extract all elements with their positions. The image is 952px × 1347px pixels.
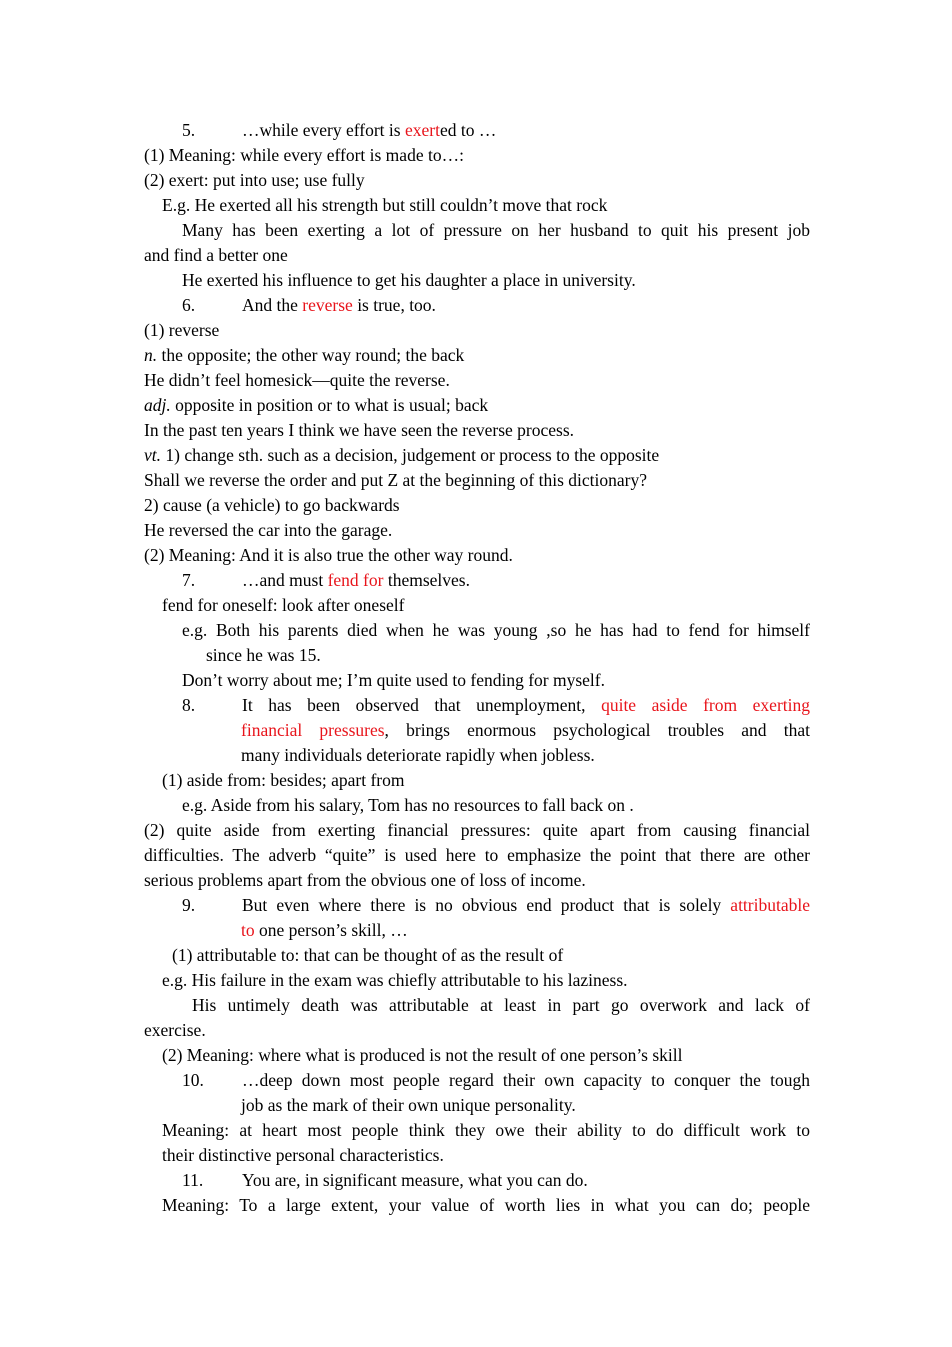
paragraph-line: serious problems apart from the obvious one of loss of income. (144, 870, 586, 890)
text: 1) change sth. such as a decision, judgement or process to the opposite (161, 445, 660, 465)
item-number: 6. (182, 295, 196, 315)
item-5 (144, 118, 810, 143)
item-number: 10. (182, 1070, 204, 1090)
paragraph-line: fend for oneself: look after oneself (162, 595, 405, 615)
example-line: since he was 15. (206, 645, 321, 665)
part-of-speech: n. (144, 345, 158, 365)
item-8-continued (144, 718, 810, 743)
highlight: exert (404, 120, 440, 140)
highlight: quite aside from exerting (601, 695, 811, 715)
definition-line (144, 343, 810, 368)
paragraph-line: (1) attributable to: that can be thought of as the result of (172, 945, 564, 965)
paragraph-line: (2) Meaning: And it is also true the other way round. (144, 545, 513, 565)
item-9-continued (144, 918, 810, 943)
definition-line (144, 393, 810, 418)
example-line: His untimely death was attributable at least in part go overwork and lack of (192, 995, 810, 1015)
text: is true, too. (352, 295, 436, 315)
example-line: exercise. (144, 1020, 206, 1040)
item-8-continued: many individuals deteriorate rapidly when jobless. (241, 745, 595, 765)
text: It has been observed that unemployment, (242, 695, 602, 715)
item-10 (144, 1068, 810, 1093)
item-10-continued: job as the mark of their own unique personality. (241, 1095, 576, 1115)
text: themselves. (383, 570, 470, 590)
text: …deep down most people regard their own capacity to conquer the tough (242, 1070, 810, 1090)
example-line: Don’t worry about me; I’m quite used to fending for myself. (182, 670, 605, 690)
paragraph-line: (1) aside from: besides; apart from (162, 770, 405, 790)
paragraph-line: their distinctive personal characteristics. (162, 1145, 444, 1165)
example-line: He didn’t feel homesick—quite the reverse. (144, 370, 450, 390)
item-number: 11. (182, 1170, 204, 1190)
text: …and must (242, 570, 328, 590)
example-line: and find a better one (144, 245, 288, 265)
paragraph-line: (2) exert: put into use; use fully (144, 170, 365, 190)
text: But even where there is no obvious end product that is solely (242, 895, 731, 915)
example-line: E.g. He exerted all his strength but still couldn’t move that rock (162, 195, 608, 215)
text: the opposite; the other way round; the back (157, 345, 465, 365)
example-line: Shall we reverse the order and put Z at the beginning of this dictionary? (144, 470, 647, 490)
text: ed to … (439, 120, 497, 140)
paragraph-line: (1) reverse (144, 320, 220, 340)
example-line: He reversed the car into the garage. (144, 520, 393, 540)
text: And the (242, 295, 303, 315)
highlight: attributable (730, 895, 810, 915)
document-page (144, 118, 810, 1218)
highlight: reverse (302, 295, 353, 315)
example-line: e.g. Aside from his salary, Tom has no resources to fall back on . (182, 795, 634, 815)
example-line: e.g. His failure in the exam was chiefly attributable to his laziness. (162, 970, 628, 990)
text: You are, in significant measure, what you can do. (242, 1170, 588, 1190)
item-9 (144, 893, 810, 918)
highlight: to (241, 920, 255, 940)
paragraph-line: (1) Meaning: while every effort is made to…: (144, 145, 464, 165)
part-of-speech: vt. (144, 445, 162, 465)
paragraph-line: difficulties. The adverb “quite” is used here to emphasize the point that there are other (144, 845, 810, 865)
item-11 (144, 1168, 810, 1193)
text: one person’s skill, … (254, 920, 408, 940)
paragraph-line: (2) Meaning: where what is produced is not the result of one person’s skill (162, 1045, 683, 1065)
item-number: 5. (182, 120, 196, 140)
highlight: fend for (327, 570, 384, 590)
text: …while every effort is (242, 120, 405, 140)
item-7 (144, 568, 810, 593)
item-8 (144, 693, 810, 718)
item-number: 8. (182, 695, 196, 715)
definition-line: 2) cause (a vehicle) to go backwards (144, 495, 400, 515)
paragraph-line: (2) quite aside from exerting financial pressures: quite apart from causing financial (144, 820, 810, 840)
paragraph-line: Meaning: To a large extent, your value of worth lies in what you can do; people (162, 1195, 810, 1215)
text: opposite in position or to what is usual; back (170, 395, 489, 415)
paragraph-line: Meaning: at heart most people think they owe their ability to do difficult work to (162, 1120, 810, 1140)
highlight: financial pressures (241, 720, 385, 740)
example-line: In the past ten years I think we have seen the reverse process. (144, 420, 575, 440)
example-line: He exerted his influence to get his daughter a place in university. (182, 270, 636, 290)
text: , brings enormous psychological troubles and that (384, 720, 810, 740)
example-line: Many has been exerting a lot of pressure on her husband to quit his present job (182, 220, 810, 240)
item-6 (144, 293, 810, 318)
example-line: e.g. Both his parents died when he was young ,so he has had to fend for himself (182, 620, 810, 640)
item-number: 7. (182, 570, 196, 590)
item-number: 9. (182, 895, 196, 915)
definition-line (144, 443, 810, 468)
part-of-speech: adj. (144, 395, 171, 415)
